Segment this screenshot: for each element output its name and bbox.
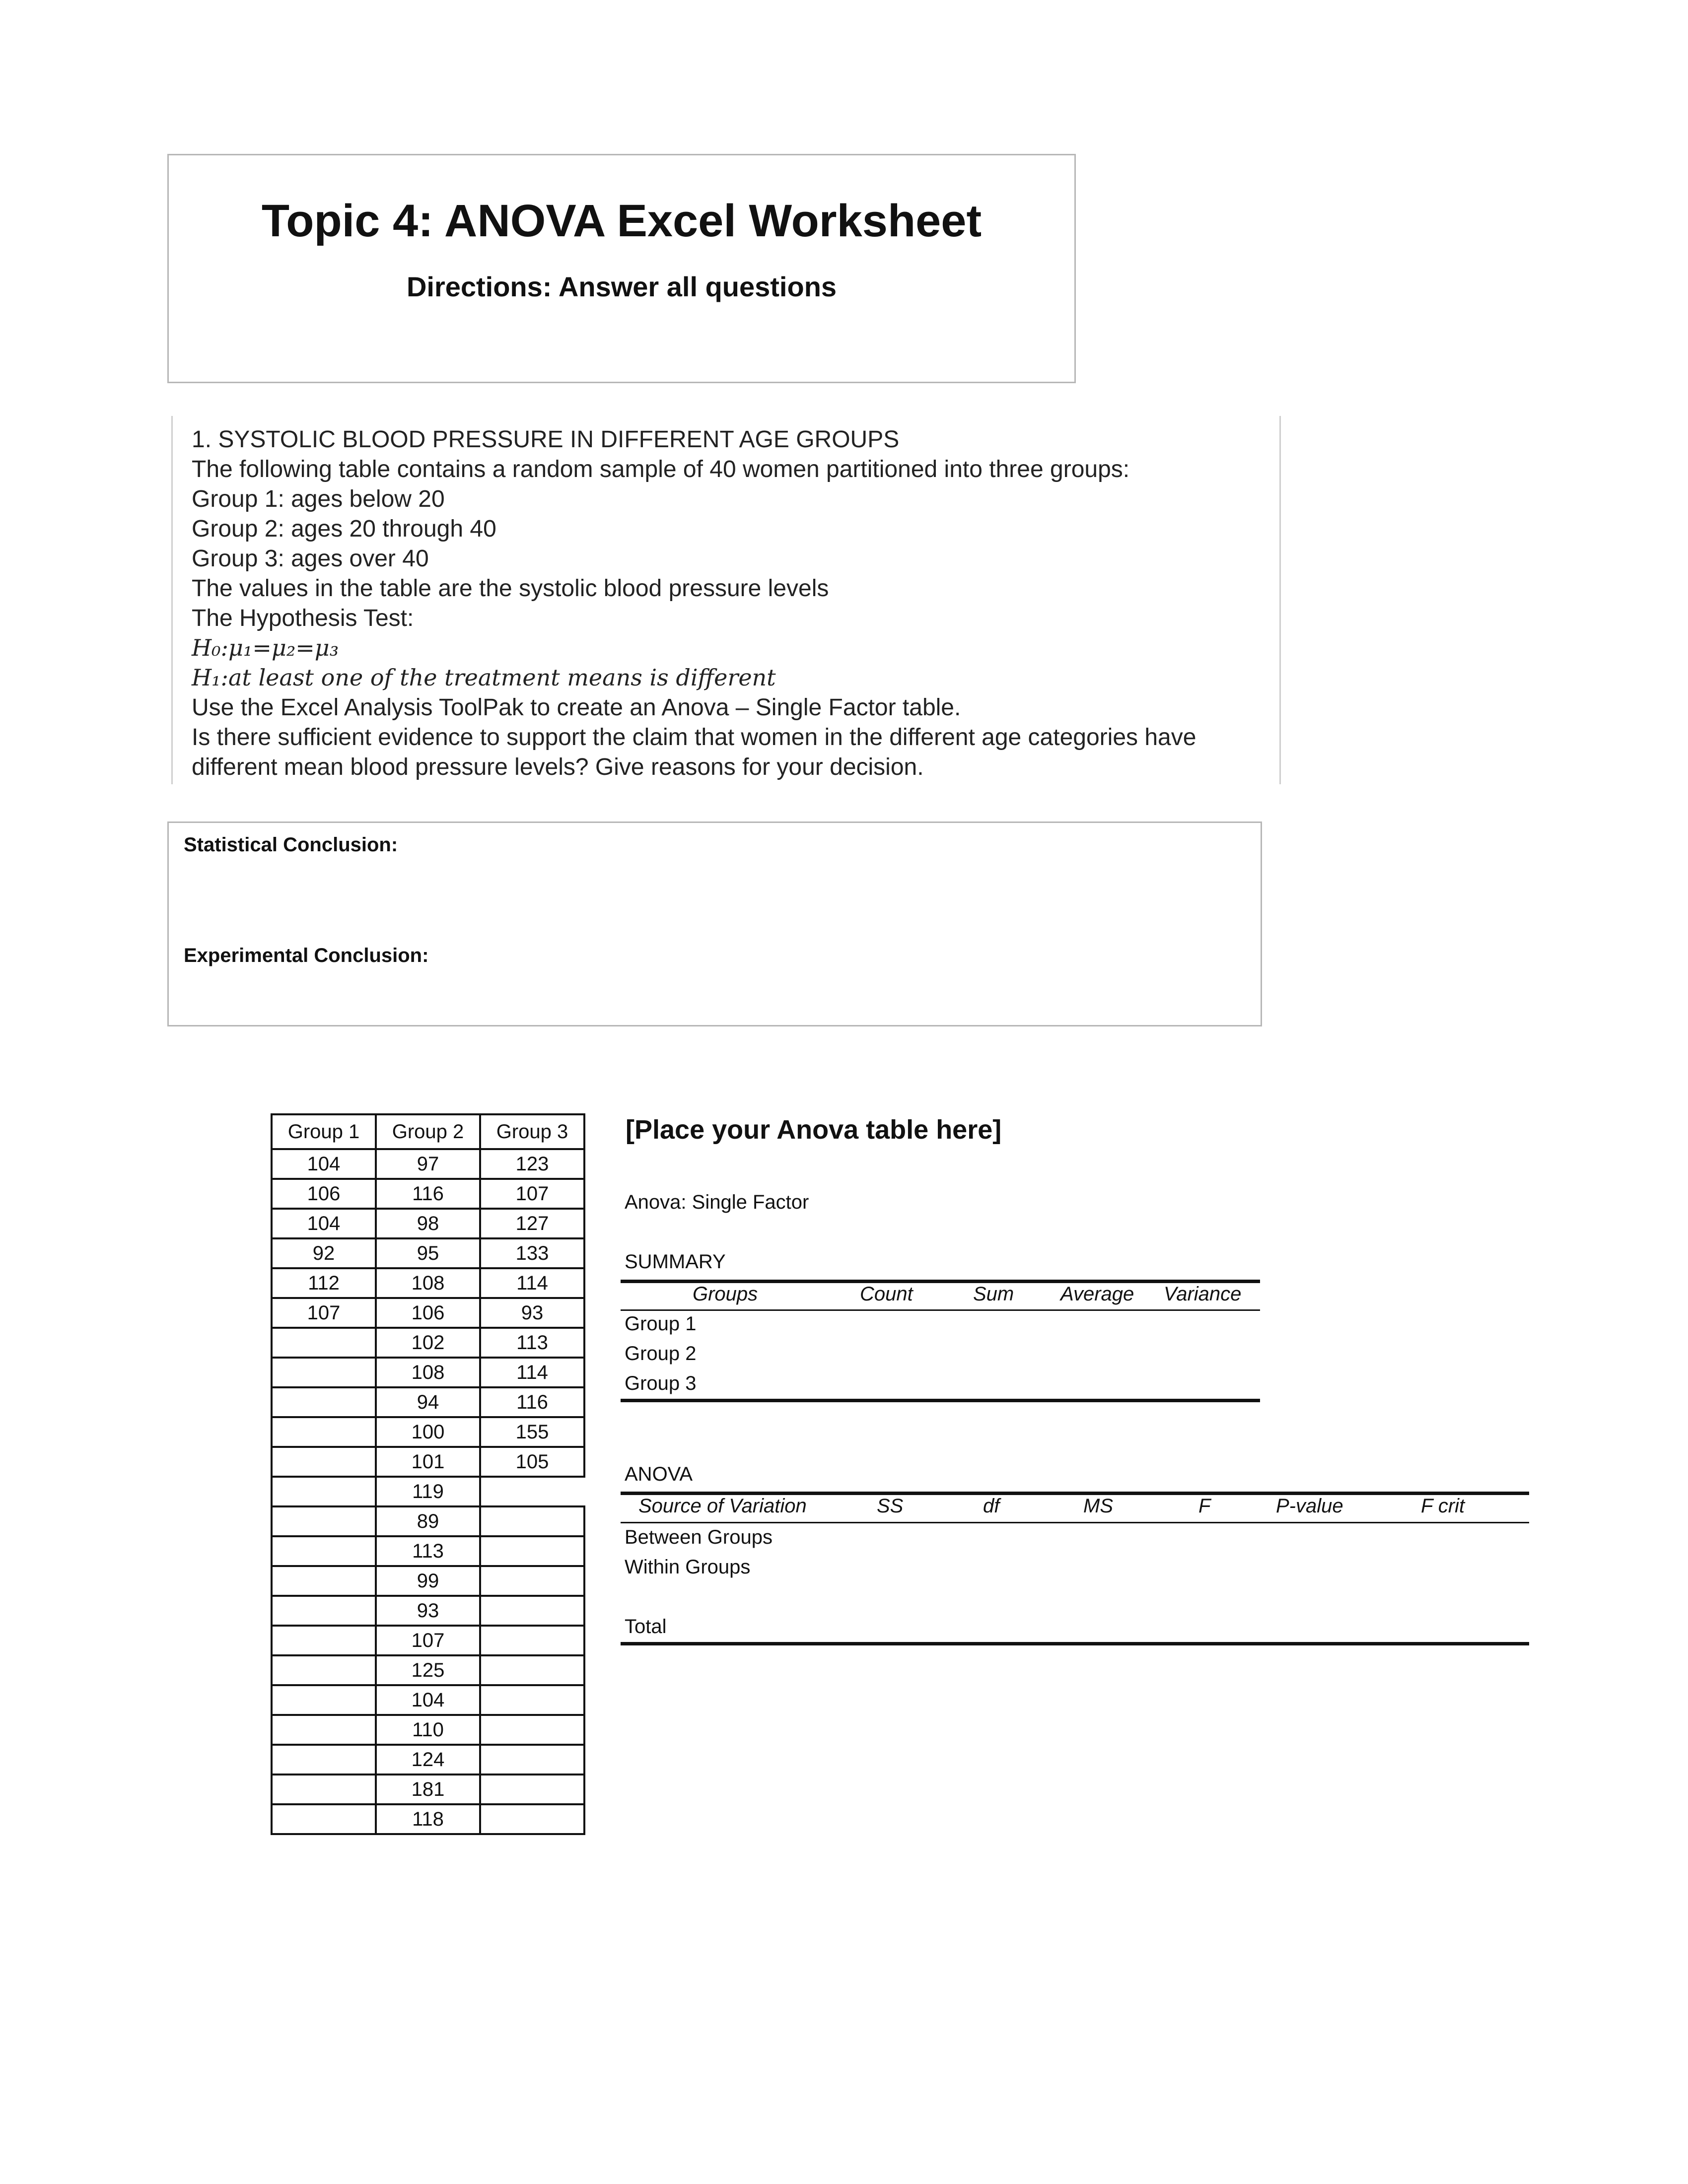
- cell-group1: [272, 1626, 376, 1655]
- directions: Directions: Answer all questions: [406, 271, 837, 302]
- cell-group1: [272, 1596, 376, 1626]
- anova-header-source: Source of Variation: [638, 1495, 807, 1517]
- summary-label: SUMMARY: [625, 1251, 726, 1273]
- cell-group2: 101: [376, 1447, 480, 1477]
- cell-group1: [272, 1715, 376, 1745]
- values-note: The values in the table are the systolic blood pressure levels: [192, 575, 829, 602]
- question-box: [171, 416, 1281, 784]
- anova-header-ms: MS: [1083, 1495, 1113, 1517]
- summary-row-group2: Group 2: [625, 1343, 697, 1365]
- cell-group2: 102: [376, 1328, 480, 1358]
- hypothesis-label: The Hypothesis Test:: [192, 605, 414, 631]
- cell-group3: [480, 1804, 584, 1834]
- cell-group3: 114: [480, 1358, 584, 1387]
- table-row: [272, 1209, 584, 1238]
- cell-group2: 108: [376, 1358, 480, 1387]
- column-header-group2: Group 2: [376, 1114, 480, 1149]
- cell-group2: 99: [376, 1566, 480, 1596]
- anova-header-pvalue: P-value: [1276, 1495, 1343, 1517]
- cell-group1: [272, 1774, 376, 1804]
- table-row: [272, 1477, 584, 1506]
- anova-row-within: Within Groups: [625, 1556, 751, 1578]
- summary-bottom-rule: [621, 1399, 1260, 1402]
- question-heading: 1. SYSTOLIC BLOOD PRESSURE IN DIFFERENT AGE GROUPS: [192, 426, 900, 453]
- cell-group2: 100: [376, 1417, 480, 1447]
- table-row: [272, 1774, 584, 1804]
- blood-pressure-data-table: [271, 1113, 585, 1835]
- cell-group1: [272, 1804, 376, 1834]
- cell-group2: 113: [376, 1536, 480, 1566]
- cell-group3: 105: [480, 1447, 584, 1477]
- cell-group1: 92: [272, 1238, 376, 1268]
- group2-description: Group 2: ages 20 through 40: [192, 516, 496, 542]
- cell-group1: [272, 1417, 376, 1447]
- cell-group1: [272, 1566, 376, 1596]
- table-row: [272, 1655, 584, 1685]
- anova-header-rule: [621, 1522, 1529, 1523]
- cell-group2: 118: [376, 1804, 480, 1834]
- table-row: [272, 1566, 584, 1596]
- cell-group3: 93: [480, 1298, 584, 1328]
- group1-description: Group 1: ages below 20: [192, 486, 445, 512]
- cell-group2: 181: [376, 1774, 480, 1804]
- cell-group1: [272, 1745, 376, 1774]
- table-row: [272, 1298, 584, 1328]
- anova-header-ss: SS: [877, 1495, 904, 1517]
- conclusion-box[interactable]: [167, 821, 1262, 1026]
- cell-group2: 119: [376, 1477, 480, 1506]
- cell-group3: [480, 1506, 584, 1536]
- cell-group3: 127: [480, 1209, 584, 1238]
- table-row: [272, 1358, 584, 1387]
- summary-top-rule: [621, 1280, 1260, 1283]
- summary-header-rule: [621, 1309, 1260, 1311]
- cell-group2: 94: [376, 1387, 480, 1417]
- table-row: [272, 1804, 584, 1834]
- table-row: [272, 1417, 584, 1447]
- summary-row-group3: Group 3: [625, 1372, 697, 1394]
- table-row: [272, 1536, 584, 1566]
- anova-header-f: F: [1198, 1495, 1211, 1517]
- table-row: [272, 1268, 584, 1298]
- summary-header-groups: Groups: [693, 1283, 758, 1305]
- cell-group1: [272, 1447, 376, 1477]
- question-line-1: Is there sufficient evidence to support the claim that women in the different age categories have: [192, 724, 1196, 751]
- cell-group1: 107: [272, 1298, 376, 1328]
- column-header-group3: Group 3: [480, 1114, 584, 1149]
- cell-group3: [480, 1685, 584, 1715]
- cell-group3: 113: [480, 1328, 584, 1358]
- anova-placeholder-heading: [Place your Anova table here]: [626, 1115, 1002, 1145]
- table-row: [272, 1685, 584, 1715]
- cell-group2: 110: [376, 1715, 480, 1745]
- cell-group3: [480, 1655, 584, 1685]
- cell-group2: 95: [376, 1238, 480, 1268]
- table-row: [272, 1715, 584, 1745]
- cell-group2: 93: [376, 1596, 480, 1626]
- cell-group2: 107: [376, 1626, 480, 1655]
- cell-group1: [272, 1506, 376, 1536]
- cell-group1: 106: [272, 1179, 376, 1209]
- summary-header-sum: Sum: [973, 1283, 1014, 1305]
- page-title: Topic 4: ANOVA Excel Worksheet: [261, 196, 982, 246]
- table-row: [272, 1447, 584, 1477]
- cell-group3: 107: [480, 1179, 584, 1209]
- statistical-conclusion-label: Statistical Conclusion:: [184, 834, 398, 856]
- table-row: [272, 1149, 584, 1179]
- cell-group2: 89: [376, 1506, 480, 1536]
- cell-group1: 104: [272, 1149, 376, 1179]
- cell-group1: [272, 1358, 376, 1387]
- null-hypothesis: H₀:μ₁=μ₂=μ₃: [192, 634, 339, 661]
- cell-group2: 106: [376, 1298, 480, 1328]
- cell-group1: [272, 1536, 376, 1566]
- table-row: [272, 1328, 584, 1358]
- summary-header-variance: Variance: [1164, 1283, 1242, 1305]
- header-box: [167, 154, 1076, 383]
- cell-group3: [480, 1745, 584, 1774]
- alternative-hypothesis: H₁:at least one of the treatment means is different: [192, 664, 776, 691]
- cell-group2: 104: [376, 1685, 480, 1715]
- question-intro: The following table contains a random sample of 40 women partitioned into three groups:: [192, 456, 1130, 482]
- cell-group1: 104: [272, 1209, 376, 1238]
- cell-group1: 112: [272, 1268, 376, 1298]
- cell-group2: 125: [376, 1655, 480, 1685]
- column-header-group1: Group 1: [272, 1114, 376, 1149]
- cell-group1: [272, 1655, 376, 1685]
- summary-header-count: Count: [860, 1283, 913, 1305]
- cell-group2: 108: [376, 1268, 480, 1298]
- anova-header-fcrit: F crit: [1421, 1495, 1465, 1517]
- cell-group1: [272, 1685, 376, 1715]
- table-row: [272, 1596, 584, 1626]
- anova-section-label: ANOVA: [625, 1463, 693, 1485]
- instruction: Use the Excel Analysis ToolPak to create an Anova – Single Factor table.: [192, 694, 961, 721]
- group3-description: Group 3: ages over 40: [192, 546, 429, 572]
- anova-title: Anova: Single Factor: [625, 1191, 809, 1213]
- table-row: [272, 1238, 584, 1268]
- cell-group3: 123: [480, 1149, 584, 1179]
- cell-group3: [480, 1536, 584, 1566]
- summary-header-average: Average: [1060, 1283, 1134, 1305]
- cell-group2: 116: [376, 1179, 480, 1209]
- cell-group3: 116: [480, 1387, 584, 1417]
- table-row: [272, 1387, 584, 1417]
- anova-top-rule: [621, 1492, 1529, 1495]
- table-row: [272, 1506, 584, 1536]
- cell-group3: 133: [480, 1238, 584, 1268]
- cell-group2: 124: [376, 1745, 480, 1774]
- table-row: [272, 1745, 584, 1774]
- summary-row-group1: Group 1: [625, 1313, 697, 1335]
- question-line-2: different mean blood pressure levels? Give reasons for your decision.: [192, 754, 924, 780]
- cell-group3: 155: [480, 1417, 584, 1447]
- cell-group3: [480, 1596, 584, 1626]
- cell-group1: [272, 1477, 376, 1506]
- anova-row-between: Between Groups: [625, 1526, 773, 1548]
- cell-group3: [480, 1774, 584, 1804]
- cell-group3: [480, 1477, 584, 1506]
- cell-group3: [480, 1626, 584, 1655]
- anova-row-total: Total: [625, 1616, 667, 1638]
- table-row: [272, 1626, 584, 1655]
- cell-group3: 114: [480, 1268, 584, 1298]
- cell-group3: [480, 1715, 584, 1745]
- anova-header-df: df: [983, 1495, 1000, 1517]
- experimental-conclusion-label: Experimental Conclusion:: [184, 945, 429, 966]
- anova-bottom-rule: [621, 1642, 1529, 1645]
- cell-group2: 98: [376, 1209, 480, 1238]
- cell-group2: 97: [376, 1149, 480, 1179]
- cell-group1: [272, 1387, 376, 1417]
- cell-group3: [480, 1566, 584, 1596]
- cell-group1: [272, 1328, 376, 1358]
- table-row: [272, 1179, 584, 1209]
